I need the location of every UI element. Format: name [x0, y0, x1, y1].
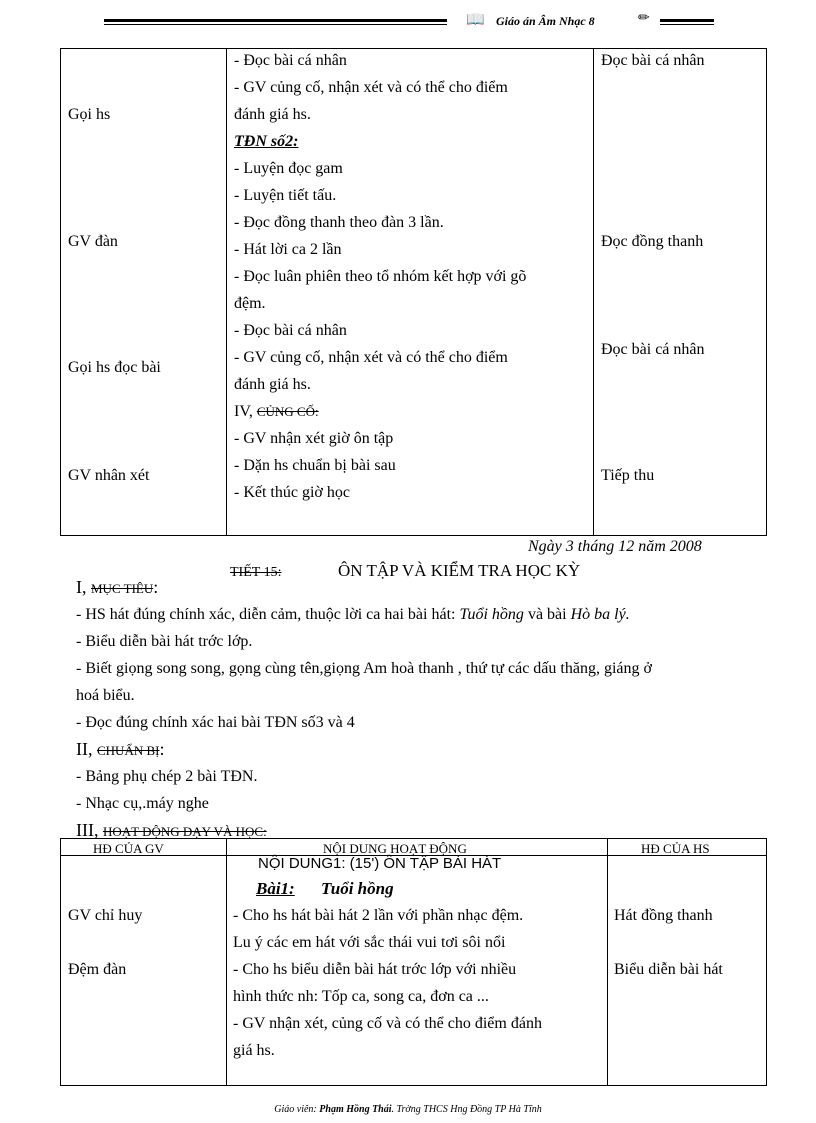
section-ii-heading: CHUẨN BỊ	[97, 743, 160, 758]
teacher-activity-accompany: Đệm đàn	[68, 961, 127, 978]
lesson-date: Ngày 3 tháng 12 năm 2008	[528, 538, 702, 555]
header-divider	[607, 839, 608, 855]
song-label: Bài1:	[256, 879, 295, 898]
header-title: Giáo án Âm Nhạc 8	[496, 14, 595, 28]
song-title: Tuổi hồng	[321, 879, 394, 898]
teacher-activity-1: Gọi hs	[68, 106, 111, 123]
content-line: đánh giá hs.	[234, 376, 311, 393]
table-2-header-row	[60, 838, 767, 856]
lesson-table-2	[60, 838, 767, 1086]
lesson-label	[230, 563, 281, 581]
student-activity-3: Đọc bài cá nhân	[601, 341, 705, 358]
objective-line-2: - Biểu diễn bài hát trớc lớp.	[76, 633, 253, 650]
student-activity-column	[594, 49, 767, 536]
lesson-label-text: TIẾT 15:	[230, 565, 282, 580]
section-iv-num: IV,	[234, 403, 253, 420]
header-teacher-activity: HĐ CỦA GV	[93, 841, 164, 856]
content-line: đánh giá hs.	[234, 106, 311, 123]
content-line: - GV nhận xét, củng cố và có thể cho điểm đánh	[233, 1015, 542, 1032]
section-i	[76, 577, 158, 598]
teacher-activity-2: GV đàn	[68, 233, 118, 250]
lesson-title: ÔN TẬP VÀ KIỂM TRA HỌC KỲ	[338, 561, 581, 580]
content-line: - Đọc đồng thanh theo đàn 3 lần.	[234, 214, 444, 231]
content-line: - GV củng cố, nhận xét và có thể cho điểm	[234, 79, 508, 96]
song-name-2: Hò ba lý.	[570, 606, 630, 623]
content-line: - Cho hs biểu diễn bài hát trớc lớp với nhiều	[233, 961, 517, 978]
content-line: đệm.	[234, 295, 266, 312]
objective-line-3: - Biết giọng song song, gọng cùng tên,giọng Am hoà thanh , thứ tự các dấu thăng, giáng ở	[76, 660, 652, 677]
header-student-activity: HĐ CỦA HS	[641, 841, 710, 856]
header-rule-left	[104, 19, 447, 22]
content-title: NỘI DUNG1: (15') ÔN TẬP BÀI HÁT	[258, 855, 502, 872]
content-line: - GV củng cố, nhận xét và có thể cho điểm	[234, 349, 508, 366]
section-ii	[76, 739, 165, 760]
content-line: - Luyện tiết tấu.	[234, 187, 337, 204]
preparation-line-2: - Nhạc cụ,.máy nghe	[76, 795, 209, 812]
pencil-icon: ✏	[638, 11, 650, 26]
song-name-1: Tuổi hồng	[459, 606, 524, 623]
student-activity-1: Đọc bài cá nhân	[601, 52, 705, 69]
content-line: - Luyện đọc gam	[234, 160, 343, 177]
content-column	[227, 49, 594, 536]
section-i-heading: MỤC TIÊU	[91, 581, 154, 596]
teacher-activity-4: GV nhân xét	[68, 467, 150, 484]
lesson-table-1	[60, 48, 767, 536]
content-line: - Đọc luân phiên theo tổ nhóm kết hợp với gõ	[234, 268, 527, 285]
student-activity-4: Tiếp thu	[601, 467, 655, 484]
header-divider	[226, 839, 227, 855]
section-i-num: I,	[76, 577, 87, 597]
content-line: - GV nhận xét giờ ôn tập	[234, 430, 394, 447]
content-line: hình thức nh: Tốp ca, song ca, đơn ca ...	[233, 988, 489, 1005]
section-ii-num: II,	[76, 739, 93, 759]
content-line: - Đọc bài cá nhân	[234, 52, 347, 69]
footer-teacher-name: Phạm Hồng Thái	[319, 1104, 392, 1115]
header-rule-right	[660, 19, 714, 22]
section-iv-heading: CỦNG CỐ:	[256, 404, 319, 419]
content-line: giá hs.	[233, 1042, 275, 1059]
footer-prefix: Giáo viên:	[274, 1104, 320, 1115]
teacher-activity-conduct: GV chỉ huy	[68, 907, 143, 924]
objective-line-1	[76, 606, 630, 624]
header-rule-left-thin	[104, 24, 447, 25]
content-line: - Hát lời ca 2 lần	[234, 241, 342, 258]
objective-text: và bài	[523, 606, 571, 623]
teacher-activity-3: Gọi hs đọc bài	[68, 359, 161, 376]
header-rule-right-thin	[660, 24, 714, 25]
content-line: - Cho hs hát bài hát 2 lần với phần nhạc đệm.	[233, 907, 524, 924]
content-line: Lu ý các em hát với sắc thái vui tơi sôi nổi	[233, 934, 506, 951]
content-line: - Đọc bài cá nhân	[234, 322, 347, 339]
content-line: - Kết thúc giờ học	[234, 484, 350, 501]
student-activity-perform: Biểu diễn bài hát	[614, 961, 723, 978]
student-activity-2: Đọc đồng thanh	[601, 233, 704, 250]
header-content: NỘI DUNG HOẠT ĐỘNG	[323, 841, 467, 856]
teacher-activity-column	[61, 49, 227, 536]
footer-school: . Trờng THCS Hng Đồng TP Hà Tĩnh	[391, 1104, 542, 1115]
book-icon: 📖	[466, 12, 485, 28]
table-2-body-row	[60, 855, 767, 1086]
section-iii-heading: HOẠT ĐỘNG DẠY VÀ HỌC:	[102, 824, 267, 839]
body-divider	[226, 855, 227, 1085]
body-divider	[607, 855, 608, 1085]
page-footer	[0, 1104, 816, 1115]
student-activity-sing: Hát đồng thanh	[614, 907, 713, 924]
objective-line-4: hoá biểu.	[76, 687, 135, 704]
section-iii-num: III,	[76, 820, 99, 840]
section-i-colon: :	[153, 577, 159, 597]
tdn-heading: TĐN số2:	[234, 133, 299, 150]
section-ii-colon: :	[159, 739, 165, 759]
content-line: - Dặn hs chuẩn bị bài sau	[234, 457, 396, 474]
objective-line-5: - Đọc đúng chính xác hai bài TĐN số3 và 4	[76, 714, 355, 731]
objective-text: - HS hát đúng chính xác, diễn cảm, thuộc lời ca hai bài hát:	[76, 606, 460, 623]
section-iv	[234, 403, 319, 421]
preparation-line-1: - Bảng phụ chép 2 bài TĐN.	[76, 768, 258, 785]
